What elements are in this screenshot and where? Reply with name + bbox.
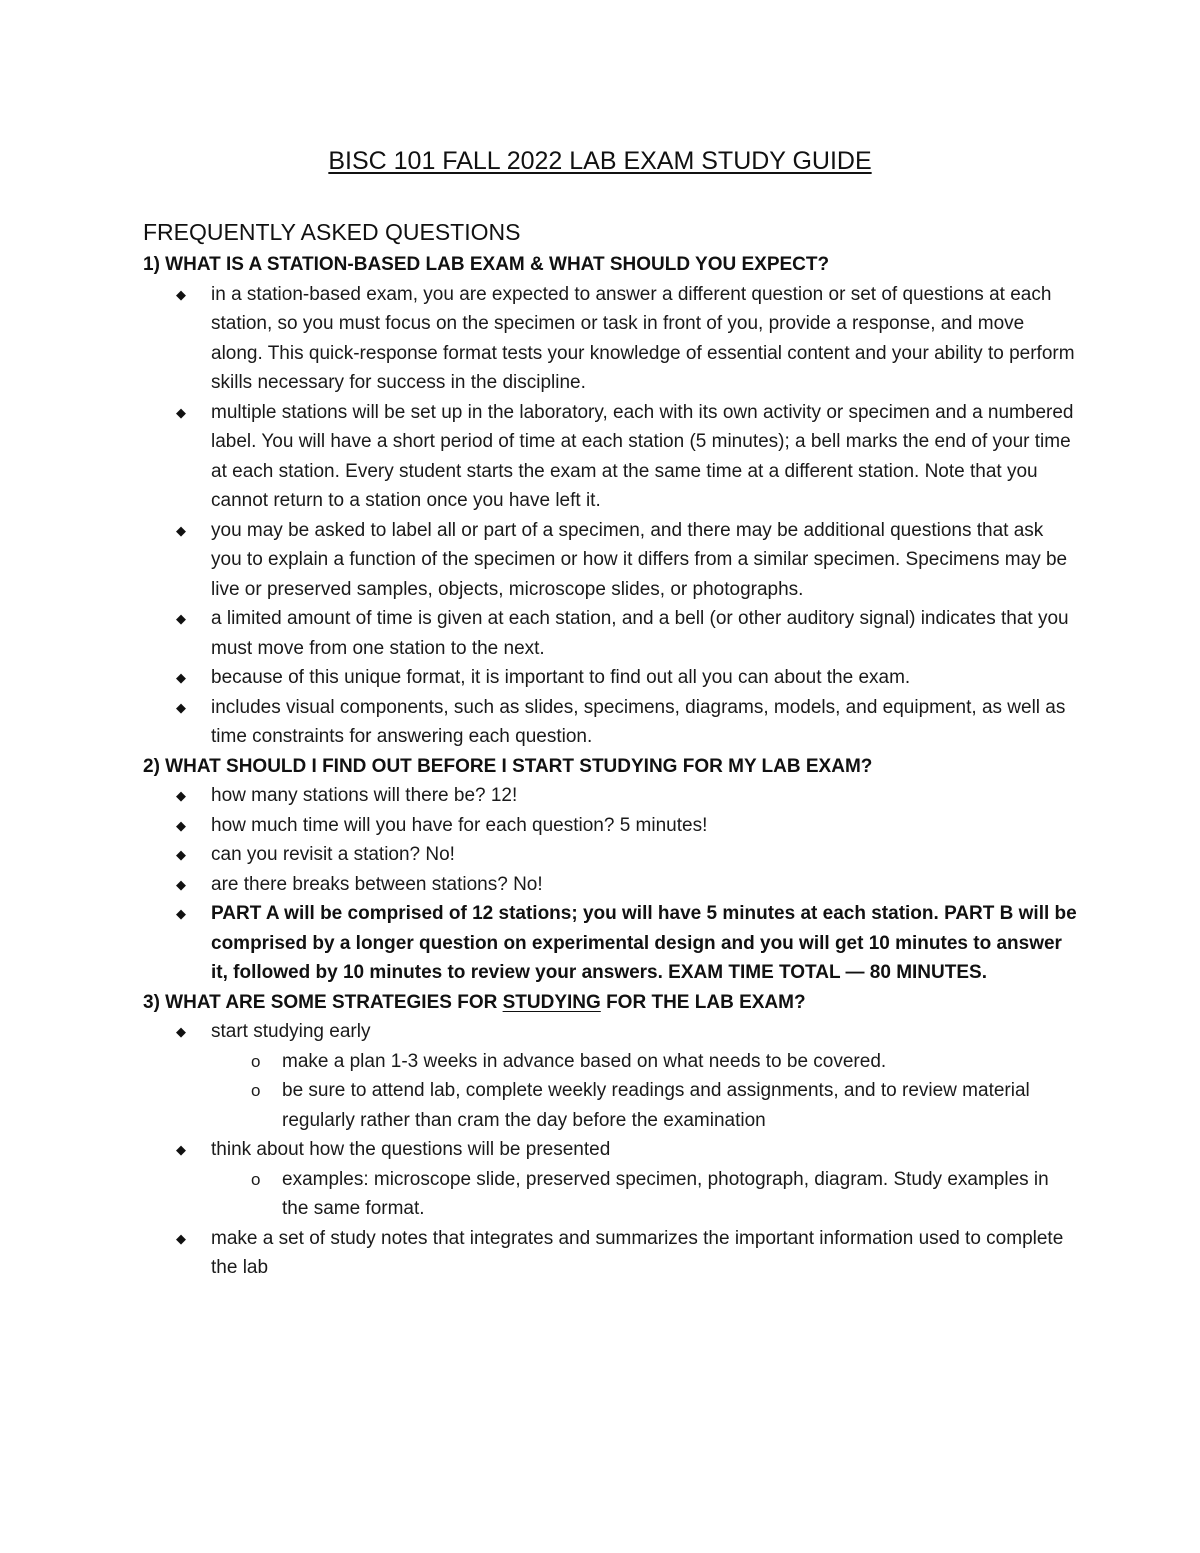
list-item-text: can you revisit a station? No!: [211, 844, 455, 865]
section-1-list: [143, 280, 1078, 752]
sub-list-item-text: make a plan 1-3 weeks in advance based on what needs to be covered.: [282, 1050, 887, 1072]
bullet-icon: ◆: [176, 847, 186, 862]
bullet-icon: ◆: [176, 699, 186, 715]
section-3-heading-post: FOR THE LAB EXAM?: [600, 991, 806, 1013]
list-item: [143, 781, 1078, 811]
list-item-text: how many stations will there be? 12!: [211, 785, 518, 806]
sub-list-item: [143, 1165, 1078, 1224]
section-1-heading: 1) WHAT IS A STATION-BASED LAB EXAM & WHAT SHOULD YOU EXPECT?: [143, 254, 830, 275]
list-item: [143, 811, 1078, 841]
bullet-icon: ◆: [176, 670, 186, 685]
list-item-text: how much time will you have for each question? 5 minutes!: [211, 814, 708, 836]
section-2: [143, 752, 1078, 988]
section-3-heading: [143, 988, 1078, 1018]
exam-structure-note: [143, 899, 1078, 988]
bullet-icon: ◆: [176, 404, 186, 420]
list-item-text: a limited amount of time is given at each station, and a bell (or other auditory signal) indicates that you must move from one station to the next.: [211, 608, 1069, 659]
bullet-icon: ◆: [176, 817, 186, 833]
bullet-icon: ◆: [176, 522, 186, 538]
faq-heading: FREQUENTLY ASKED QUESTIONS: [143, 219, 521, 245]
sub-bullet-icon: o: [251, 1081, 261, 1100]
list-item: [143, 604, 1078, 663]
sub-list-item: [143, 1076, 1078, 1135]
section-3-heading-underlined: STUDYING: [502, 991, 601, 1013]
list-item: [143, 1135, 1078, 1224]
list-item-text: think about how the questions will be presented: [211, 1139, 611, 1160]
sub-list-item: [143, 1047, 1078, 1077]
list-item: [143, 1224, 1078, 1283]
bullet-icon: ◆: [176, 1230, 186, 1246]
document-body: [143, 216, 1078, 1283]
list-item: [143, 663, 1078, 693]
section-2-heading: 2) WHAT SHOULD I FIND OUT BEFORE I START STUDYING FOR MY LAB EXAM?: [143, 755, 873, 777]
list-item: [143, 693, 1078, 752]
bullet-icon: ◆: [176, 286, 186, 302]
list-item-text: are there breaks between stations? No!: [211, 873, 543, 895]
bullet-icon: ◆: [176, 876, 186, 892]
section-1: [143, 250, 1078, 752]
list-item: [143, 398, 1078, 516]
section-3-heading-pre: 3) WHAT ARE SOME STRATEGIES FOR: [143, 991, 503, 1013]
list-item-text: make a set of study notes that integrates and summarizes the important information used to complete the lab: [211, 1227, 1064, 1278]
page-title: BISC 101 FALL 2022 LAB EXAM STUDY GUIDE: [328, 147, 872, 175]
sub-list: [211, 1165, 1078, 1224]
bullet-icon: ◆: [176, 788, 186, 803]
list-item-text: start studying early: [211, 1021, 371, 1042]
list-item: [143, 870, 1078, 900]
section-3: [143, 988, 1078, 1283]
bullet-icon: ◆: [176, 611, 186, 626]
section-3-list: [143, 1017, 1078, 1283]
list-item-text: because of this unique format, it is important to find out all you can about the exam.: [211, 667, 911, 688]
list-item-text: multiple stations will be set up in the laboratory, each with its own activity or specimen and a numbered label. You will have a short period of time at each station (5 minutes); a bell marks the end of your time at each station. Every student starts the exam at the same time at a different station. Note that you cannot return to a station once you have left it.: [211, 401, 1074, 511]
list-item: [143, 280, 1078, 398]
bullet-icon: ◆: [176, 1024, 186, 1039]
list-item: [143, 840, 1078, 870]
sub-list-item-text: be sure to attend lab, complete weekly readings and assignments, and to review material regularly rather than cram the day before the examination: [282, 1080, 1030, 1131]
list-item-text: you may be asked to label all or part of a specimen, and there may be additional questions that ask you to explain a function of the specimen or how it differs from a similar specimen. Specimens may be live or preserved samples, objects, microscope slides, or photographs.: [211, 519, 1068, 600]
sub-bullet-icon: o: [251, 1169, 261, 1189]
bullet-icon: ◆: [176, 906, 186, 921]
bullet-icon: ◆: [176, 1142, 186, 1157]
list-item: [143, 516, 1078, 605]
exam-structure-text: PART A will be comprised of 12 stations; you will have 5 minutes at each station. PART B will be comprised by a longer question on experimental design and you will get 10 minutes to answer it, followed by 10 minutes to review your answers. EXAM TIME TOTAL — 80 MINUTES.: [211, 903, 1077, 983]
sub-bullet-icon: o: [251, 1051, 261, 1071]
list-item-text: in a station-based exam, you are expected to answer a different question or set of questions at each station, so you must focus on the specimen or task in front of you, provide a response, and move along. This quick-response format tests your knowledge of essential content and your ability to perform skills necessary for success in the discipline.: [211, 283, 1075, 393]
sub-list-item-text: examples: microscope slide, preserved specimen, photograph, diagram. Study examples in the same format.: [282, 1168, 1049, 1219]
list-item: [143, 1017, 1078, 1135]
sub-list: [211, 1047, 1078, 1136]
list-item-text: includes visual components, such as slides, specimens, diagrams, models, and equipment, as well as time constraints for answering each question.: [211, 696, 1066, 747]
section-2-list: [143, 781, 1078, 988]
